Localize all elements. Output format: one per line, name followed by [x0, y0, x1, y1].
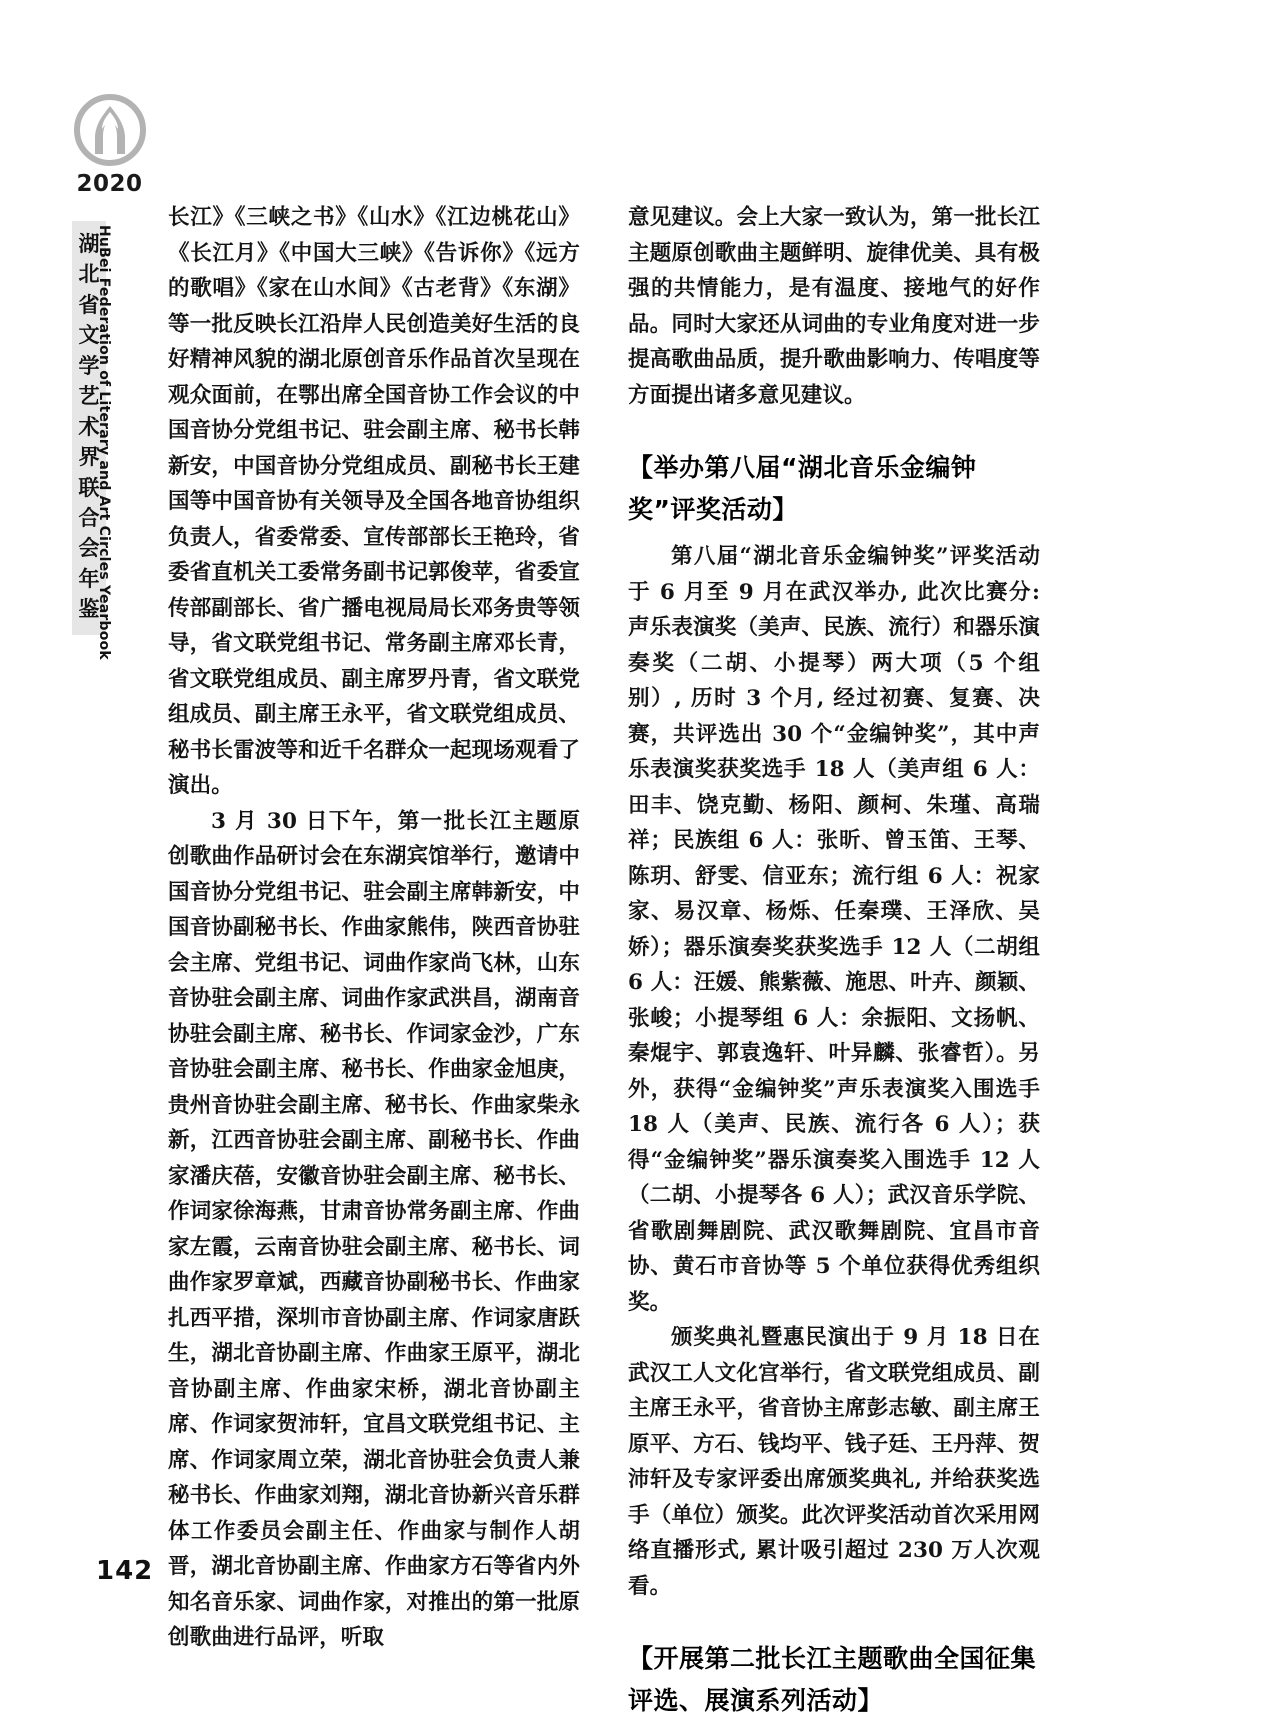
yearbook-title-cn-char: 界 — [78, 445, 100, 470]
yearbook-title-cn-char: 联 — [78, 475, 100, 500]
yearbook-title-cn-char: 艺 — [78, 384, 100, 409]
left-rail — [62, 92, 157, 1512]
yearbook-title-en: HuBei Federation of Literary and Art Circles Yearbook — [96, 225, 112, 660]
yearbook-title-cn-char: 年 — [78, 566, 100, 591]
section-heading: 【开展第二批长江主题歌曲全国征集评选、展演系列活动】 — [628, 1644, 1037, 1715]
yearbook-title-cn-char: 北 — [78, 262, 100, 287]
right-text-column — [628, 200, 1040, 1719]
yearbook-title-cn-char: 合 — [78, 505, 100, 530]
paragraph: 第八届“湖北音乐金编钟奖”评奖活动于 6 月至 9 月在武汉举办, 此次比赛分: 声乐表演奖（美声、民族、流行）和器乐演奏奖（二胡、小提琴）两大项（5 个组别）, 历时 3 个月, 经过初赛、复赛、决赛，共评选出 30 个“金编钟奖”，其中声乐表演奖获奖选手 18 人（美声组 6 人：田丰、饶克勤、杨阳、颜柯、朱瑾、高瑞祥；民族组 6 人：张昕、曾玉笛、王琴、陈玥、舒雯、信亚东；流行组 6 人：祝家家、易汉章、杨烁、任秦璞、王泽欣、吴娇）；器乐演奏奖获奖选手 12 人（二胡组 6 人：汪媛、熊紫薇、施思、叶卉、颜颖、张峻；小提琴组 6 人：余振阳、文扬帆、秦焜宇、郭袁逸轩、叶异麟、张睿哲）。另外，获得“金编钟奖”声乐表演奖入围选手 18 人（美声、民族、流行各 6 人）；获得“金编钟奖”器乐演奏奖入围选手 12 人（二胡、小提琴各 6 人）；武汉音乐学院、省歌剧舞剧院、武汉歌舞剧院、宜昌市音协、黄石市音协等 5 个单位获得优秀组织奖。 — [628, 544, 1040, 1315]
yearbook-title-cn-char: 学 — [78, 353, 100, 378]
section-heading: 【举办第八届“湖北音乐金编钟奖”评奖活动】 — [628, 453, 977, 524]
paragraph: 颁奖典礼暨惠民演出于 9 月 18 日在武汉工人文化宫举行，省文联党组成员、副主席王永平，省音协主席彭志敏、副主席王原平、方石、钱均平、钱子廷、王丹萍、贺沛轩及专家评委出席颁奖典礼, 并给获奖选手（单位）颁奖。此次评奖活动首次采用网络直播形式, 累计吸引超过 230 万人次观看。 — [628, 1325, 1040, 1599]
yearbook-title-cn-char: 文 — [78, 323, 100, 348]
paragraph: 长江》《三峡之书》《山水》《江边桃花山》《长江月》《中国大三峡》《告诉你》《远方的歌唱》《家在山水间》《古老背》《东湖》等一批反映长江沿岸人民创造美好生活的良好精神风貌的湖北原创音乐作品首次呈现在观众面前，在鄂出席全国音协工作会议的中国音协分党组书记、驻会副主席、秘书长韩新安，中国音协分党组成员、副秘书长王建国等中国音协有关领导及全国各地音协组织负责人，省委常委、宣传部部长王艳玲，省委省直机关工委常务副书记郭俊苹，省委宣传部副部长、省广播电视局局长邓务贵等领导，省文联党组书记、常务副主席邓长青，省文联党组成员、副主席罗丹青，省文联党组成员、副主席王永平，省文联党组成员、秘书长雷波等和近千名群众一起现场观看了演出。 — [168, 205, 580, 798]
yearbook-title-cn-char: 术 — [78, 414, 100, 439]
yearbook-title-cn-char: 会 — [78, 536, 100, 561]
rail-title-block — [62, 221, 157, 831]
paragraph: 3 月 30 日下午，第一批长江主题原创歌曲作品研讨会在东湖宾馆举行，邀请中国音协分党组书记、驻会副主席韩新安，中国音协副秘书长、作曲家熊伟，陕西音协驻会主席、党组书记、词曲作家尚飞林，山东音协驻会副主席、词曲作家武洪昌，湖南音协驻会副主席、秘书长、作词家金沙，广东音协驻会副主席、秘书长、作曲家金旭庚，贵州音协驻会副主席、秘书长、作曲家柴永新，江西音协驻会副主席、副秘书长、作曲家潘庆蓓，安徽音协驻会副主席、秘书长、作词家徐海燕，甘肃音协常务副主席、作曲家左霞，云南音协驻会副主席、秘书长、词曲作家罗章斌，西藏音协副秘书长、作曲家扎西平措，深圳市音协副主席、作词家唐跃生，湖北音协副主席、作曲家王原平，湖北音协副主席、作曲家宋桥，湖北音协副主席、作词家贺沛轩，宜昌文联党组书记、主席、作词家周立荣，湖北音协驻会负责人兼秘书长、作曲家刘翔，湖北音协新兴音乐群体工作委员会副主任、作曲家与制作人胡晋，湖北音协副主席、作曲家方石等省内外知名音乐家、词曲作家，对推出的第一批原创歌曲进行品评，听取 — [168, 808, 580, 1650]
yearbook-title-cn-char: 湖 — [78, 232, 100, 256]
page-number: 142 — [96, 1556, 154, 1586]
paragraph: 意见建议。会上大家一致认为，第一批长江主题原创歌曲主题鲜明、旋律优美、具有极强的共情能力，是有温度、接地气的好作品。同时大家还从词曲的专业角度对进一步提高歌曲品质，提升歌曲影响力、传唱度等方面提出诸多意见建议。 — [628, 205, 1040, 408]
logo-year-label: 2020 — [76, 171, 143, 197]
left-text-column — [168, 200, 580, 1656]
yearbook-title-cn-char: 鉴 — [78, 597, 100, 622]
federation-emblem-icon — [72, 92, 148, 168]
yearbook-title-cn-char: 省 — [78, 292, 100, 317]
